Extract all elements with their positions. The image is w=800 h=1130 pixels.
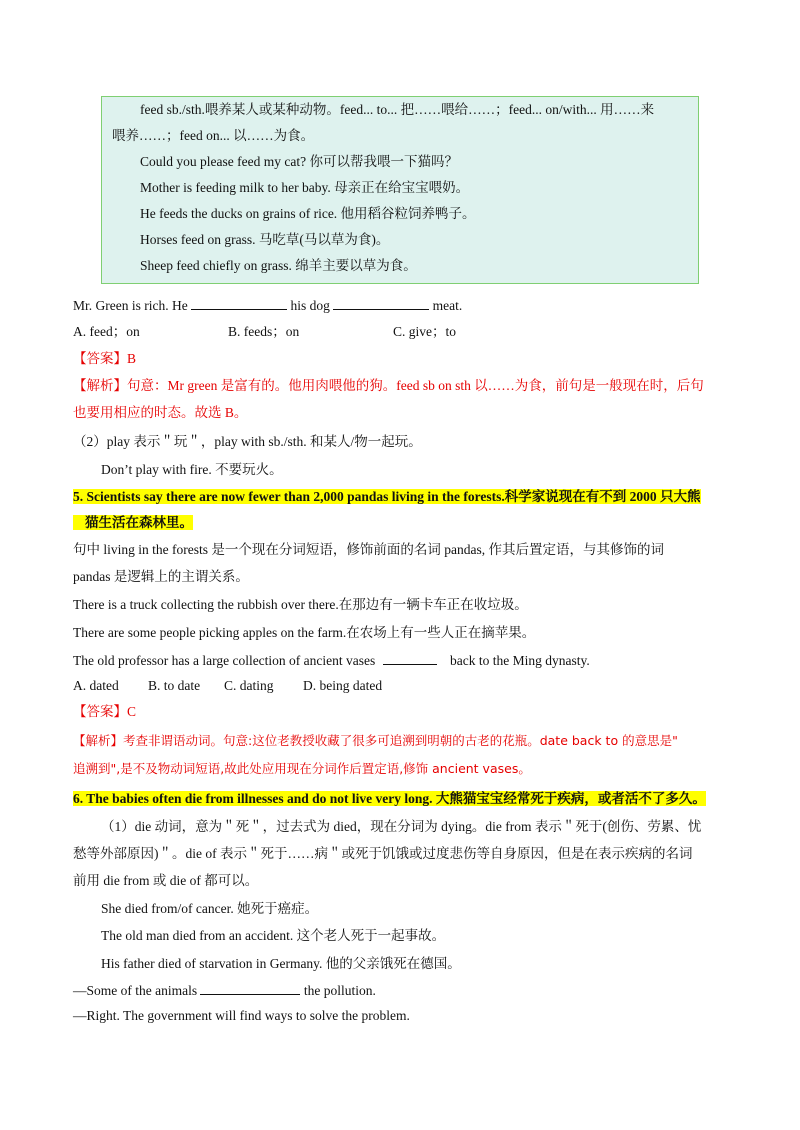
- question-2-analysis-line-1: 【解析】考查非谓语动词。句意:这位老教授收藏了很多可追溯到明朝的古老的花瓶。date back to 的意思是": [73, 733, 678, 748]
- section-5-explanation-line-1: 句中 living in the forests 是一个现在分词短语，修饰前面的名词 pandas, 作其后置定语，与其修饰的词: [73, 542, 664, 557]
- section-6-explanation-line-1: （1）die 动词，意为＂死＂，过去式为 died，现在分词为 dying。die from 表示＂死于(创伤、劳累、忧: [101, 819, 702, 834]
- answer-value: C: [127, 704, 137, 719]
- stem-part-b: back to the Ming dynasty.: [450, 653, 590, 668]
- section-5-example-2: There are some people picking apples on the farm.在农场上有一些人正在摘苹果。: [73, 625, 536, 640]
- question-3-dialogue-line-2: —Right. The government will find ways to solve the problem.: [73, 1008, 410, 1023]
- stem-part-b: his dog: [290, 298, 330, 313]
- question-2-stem: [73, 652, 590, 670]
- answer-value: B: [127, 351, 137, 366]
- section-5-example-1: There is a truck collecting the rubbish over there.在那边有一辆卡车正在收垃圾。: [73, 597, 528, 612]
- box-example-5: Sheep feed chiefly on grass. 绵羊主要以草为食。: [140, 258, 417, 273]
- play-example: Don’t play with fire. 不要玩火。: [101, 462, 283, 477]
- question-1-analysis-line-2: 也要用相应的时态。故选 B。: [73, 405, 248, 420]
- question-2-option-c: C. dating: [224, 678, 274, 693]
- play-explanation: （2）play 表示＂玩＂，play with sb./sth. 和某人/物一起玩。: [73, 434, 422, 449]
- stem-part-a: The old professor has a large collection of ancient vases: [73, 653, 376, 668]
- answer-blank: [333, 297, 429, 310]
- section-6-example-3: His father died of starvation in Germany. 他的父亲饿死在德国。: [101, 956, 461, 971]
- answer-blank: [191, 297, 287, 310]
- question-1-option-b: B. feeds；on: [228, 324, 300, 339]
- section-6-example-2: The old man died from an accident. 这个老人死于一起事故。: [101, 928, 446, 943]
- stem-part-a: Mr. Green is rich. He: [73, 298, 188, 313]
- answer-blank: [200, 982, 300, 995]
- question-1-analysis-line-1: 【解析】句意：Mr green 是富有的。他用肉喂他的狗。feed sb on sth 以……为食，前句是一般现在时，后句: [73, 378, 704, 393]
- question-1-option-c: C. give；to: [393, 324, 456, 339]
- dialogue-part-a: —Some of the animals: [73, 983, 198, 998]
- question-2-answer: [73, 703, 136, 721]
- section-5-heading-line-2: [73, 514, 193, 532]
- answer-blank: [383, 652, 437, 665]
- section-6-explanation-line-3: 前用 die from 或 die of 都可以。: [73, 873, 259, 888]
- question-2-option-d: D. being dated: [303, 678, 383, 693]
- box-line-1: feed sb./sth.喂养某人或某种动物。feed... to... 把……喂给……；feed... on/with... 用……来: [140, 102, 655, 117]
- box-example-1: Could you please feed my cat? 你可以帮我喂一下猫吗？: [140, 154, 458, 169]
- question-1-answer: [73, 350, 136, 368]
- section-5-heading-text: 5. Scientists say there are now fewer than 2,000 pandas living in the forests.科学家说现在有不到 2000 只大熊: [73, 489, 701, 504]
- question-3-dialogue-line-1: [73, 982, 376, 1000]
- section-5-heading-text: 猫生活在森林里。: [73, 515, 193, 530]
- question-2-option-a: A. dated: [73, 678, 119, 693]
- box-example-2: Mother is feeding milk to her baby. 母亲正在给宝宝喂奶。: [140, 180, 470, 195]
- box-line-2: 喂养……；feed on... 以……为食。: [112, 128, 315, 143]
- dialogue-part-b: the pollution.: [303, 983, 376, 998]
- stem-part-c: meat.: [432, 298, 463, 313]
- section-6-heading-text: 6. The babies often die from illnesses and do not live very long. 大熊猫宝宝经常死于疾病，或者活不了多久。: [73, 791, 706, 806]
- question-1-option-a: A. feed；on: [73, 324, 140, 339]
- question-2-option-b: B. to date: [148, 678, 201, 693]
- section-6-heading-line: [73, 790, 706, 808]
- question-1-stem: [73, 297, 462, 315]
- section-5-explanation-line-2: pandas 是逻辑上的主谓关系。: [73, 569, 249, 584]
- section-6-example-1: She died from/of cancer. 她死于癌症。: [101, 901, 319, 916]
- answer-label: 【答案】: [73, 704, 127, 719]
- section-5-heading-line-1: [73, 488, 701, 506]
- question-2-analysis-line-2: 追溯到",是不及物动词短语,故此处应用现在分词作后置定语,修饰 ancient vases。: [73, 761, 531, 776]
- box-example-3: He feeds the ducks on grains of rice. 他用稻谷粒饲养鸭子。: [140, 206, 476, 221]
- section-6-explanation-line-2: 愁等外部原因)＂。die of 表示＂死于……病＂或死于饥饿或过度悲伤等自身原因，但是在表示疾病的名词: [73, 846, 693, 861]
- box-example-4: Horses feed on grass. 马吃草(马以草为食)。: [140, 232, 390, 247]
- answer-label: 【答案】: [73, 351, 127, 366]
